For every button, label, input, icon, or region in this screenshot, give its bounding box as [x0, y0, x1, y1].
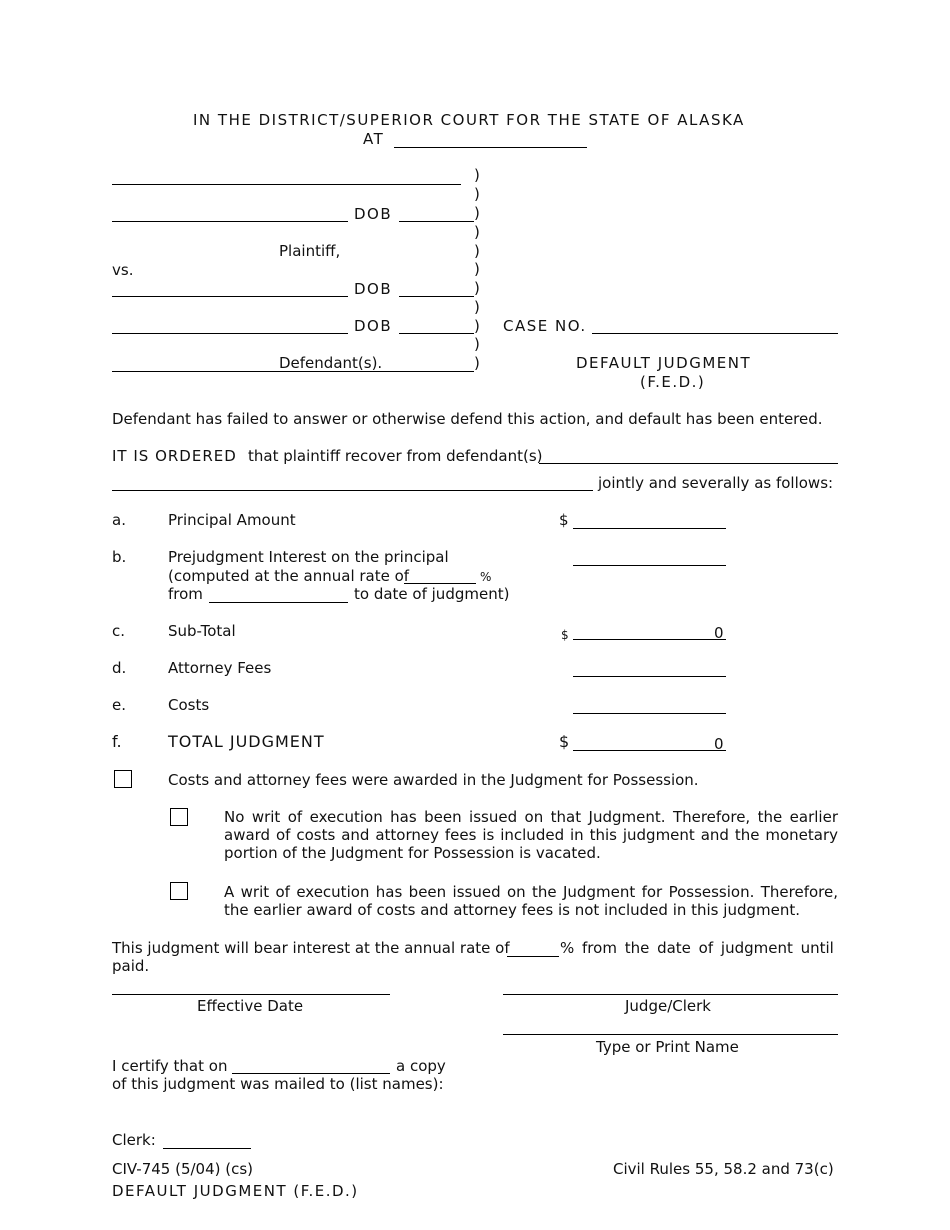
- ordered-text: that plaintiff recover from defendant(s): [248, 447, 543, 465]
- caption-paren: ): [474, 166, 480, 184]
- total-judgment-label: TOTAL JUDGMENT: [168, 732, 325, 751]
- item-letter-a: a.: [112, 511, 126, 529]
- plaintiff-name-field-2[interactable]: [112, 221, 348, 222]
- typed-name-field[interactable]: [503, 1034, 838, 1035]
- item-letter-f: f.: [112, 732, 122, 751]
- defendant-dob-field-1[interactable]: [399, 296, 474, 297]
- item-letter-c: c.: [112, 622, 126, 640]
- civil-rules: Civil Rules 55, 58.2 and 73(c): [613, 1160, 834, 1178]
- item-letter-e: e.: [112, 696, 126, 714]
- dob-label: DOB: [354, 317, 393, 335]
- form-number: CIV-745 (5/04) (cs): [112, 1160, 254, 1178]
- writ-issued-text: A writ of execution has been issued on the Judgment for Possession. Therefore, the earlier award of costs and attorney fees is not included in this judgment.: [224, 883, 838, 919]
- judge-clerk-label: Judge/Clerk: [625, 997, 711, 1015]
- costs-field[interactable]: [573, 713, 726, 714]
- type-print-label: Type or Print Name: [596, 1038, 739, 1056]
- caption-paren: ): [474, 242, 480, 260]
- caption-paren: ): [474, 279, 480, 297]
- defendant-name-field-1[interactable]: [112, 296, 348, 297]
- plaintiff-label: Plaintiff,: [279, 242, 341, 260]
- form-title: DEFAULT JUDGMENT (F.E.D.): [112, 1182, 359, 1200]
- defendant-name-field-2[interactable]: [112, 333, 348, 334]
- certify-mailed-text: of this judgment was mailed to (list names):: [112, 1075, 444, 1093]
- writ-issued-checkbox[interactable]: [170, 882, 188, 900]
- effective-date-field[interactable]: [112, 994, 390, 995]
- interest-text-start: This judgment will bear interest at the annual rate of: [112, 939, 510, 957]
- document-subtitle: (F.E.D.): [640, 373, 706, 391]
- attorney-fees-label: Attorney Fees: [168, 659, 272, 677]
- attorney-fees-field[interactable]: [573, 676, 726, 677]
- interest-rate-field[interactable]: [404, 583, 476, 584]
- clerk-initials-field[interactable]: [163, 1148, 251, 1149]
- principal-amount-label: Principal Amount: [168, 511, 296, 529]
- defendants-recover-field-2[interactable]: [112, 490, 593, 491]
- costs-awarded-text: Costs and attorney fees were awarded in the Judgment for Possession.: [168, 771, 699, 789]
- subtotal-label: Sub-Total: [168, 622, 236, 640]
- dob-label: DOB: [354, 280, 393, 298]
- case-no-label: CASE NO.: [503, 317, 587, 335]
- jointly-text: jointly and severally as follows:: [598, 474, 834, 492]
- item-letter-b: b.: [112, 548, 127, 566]
- annual-rate-text: (computed at the annual rate of: [168, 567, 410, 585]
- currency-sign: $: [559, 732, 570, 751]
- caption-paren: ): [474, 223, 480, 241]
- case-no-field[interactable]: [592, 333, 838, 334]
- total-judgment-field[interactable]: [573, 750, 726, 751]
- costs-label: Costs: [168, 696, 210, 714]
- plaintiff-dob-field[interactable]: [399, 221, 474, 222]
- subtotal-value: 0: [714, 624, 724, 642]
- ordered-heading: IT IS ORDERED: [112, 447, 237, 465]
- defendants-recover-field-1[interactable]: [539, 463, 838, 464]
- document-title: DEFAULT JUDGMENT: [576, 354, 752, 372]
- caption-paren: ): [474, 204, 480, 222]
- vs-label: vs.: [112, 261, 134, 279]
- caption-paren: ): [474, 317, 480, 335]
- effective-date-label: Effective Date: [197, 997, 304, 1015]
- judge-clerk-signature-field[interactable]: [503, 994, 838, 995]
- default-statement: Defendant has failed to answer or otherwise defend this action, and default has been entered.: [112, 410, 823, 428]
- certify-text: I certify that on: [112, 1057, 228, 1075]
- to-date-text: to date of judgment): [354, 585, 510, 603]
- defendants-label: Defendant(s).: [279, 354, 383, 372]
- certify-copy-text: a copy: [396, 1057, 446, 1075]
- caption-paren: ): [474, 260, 480, 278]
- interest-text-end: paid.: [112, 957, 150, 975]
- principal-amount-field[interactable]: [573, 528, 726, 529]
- interest-from-date-field[interactable]: [209, 602, 348, 603]
- mail-date-field[interactable]: [232, 1073, 390, 1074]
- defendant-dob-field-2[interactable]: [399, 333, 474, 334]
- plaintiff-name-field-1[interactable]: [112, 184, 461, 185]
- caption-paren: ): [474, 185, 480, 203]
- dob-label: DOB: [354, 205, 393, 223]
- subtotal-field[interactable]: [573, 639, 726, 640]
- currency-sign: $: [559, 511, 569, 529]
- post-judgment-rate-field[interactable]: [507, 956, 559, 957]
- total-judgment-value: 0: [714, 735, 724, 753]
- from-text: from: [168, 585, 203, 603]
- no-writ-text: No writ of execution has been issued on that Judgment. Therefore, the earlier award of costs and attorney fees is included in this judgment and the monetary portion of the Judgment for Possession is vacated.: [224, 808, 838, 862]
- item-letter-d: d.: [112, 659, 127, 677]
- prejudgment-interest-label: Prejudgment Interest on the principal: [168, 548, 449, 566]
- clerk-label: Clerk:: [112, 1131, 156, 1149]
- no-writ-checkbox[interactable]: [170, 808, 188, 826]
- court-location-field[interactable]: [394, 147, 587, 148]
- caption-paren: ): [474, 298, 480, 316]
- caption-paren: ): [474, 335, 480, 353]
- at-label: AT: [363, 130, 385, 148]
- court-heading: IN THE DISTRICT/SUPERIOR COURT FOR THE STATE OF ALASKA: [193, 111, 745, 129]
- prejudgment-interest-field[interactable]: [573, 565, 726, 566]
- interest-text-after: % from the date of judgment until: [560, 939, 834, 957]
- costs-awarded-checkbox[interactable]: [114, 770, 132, 788]
- caption-paren: ): [474, 354, 480, 372]
- currency-sign: $: [561, 628, 569, 642]
- percent-sign: %: [480, 570, 492, 584]
